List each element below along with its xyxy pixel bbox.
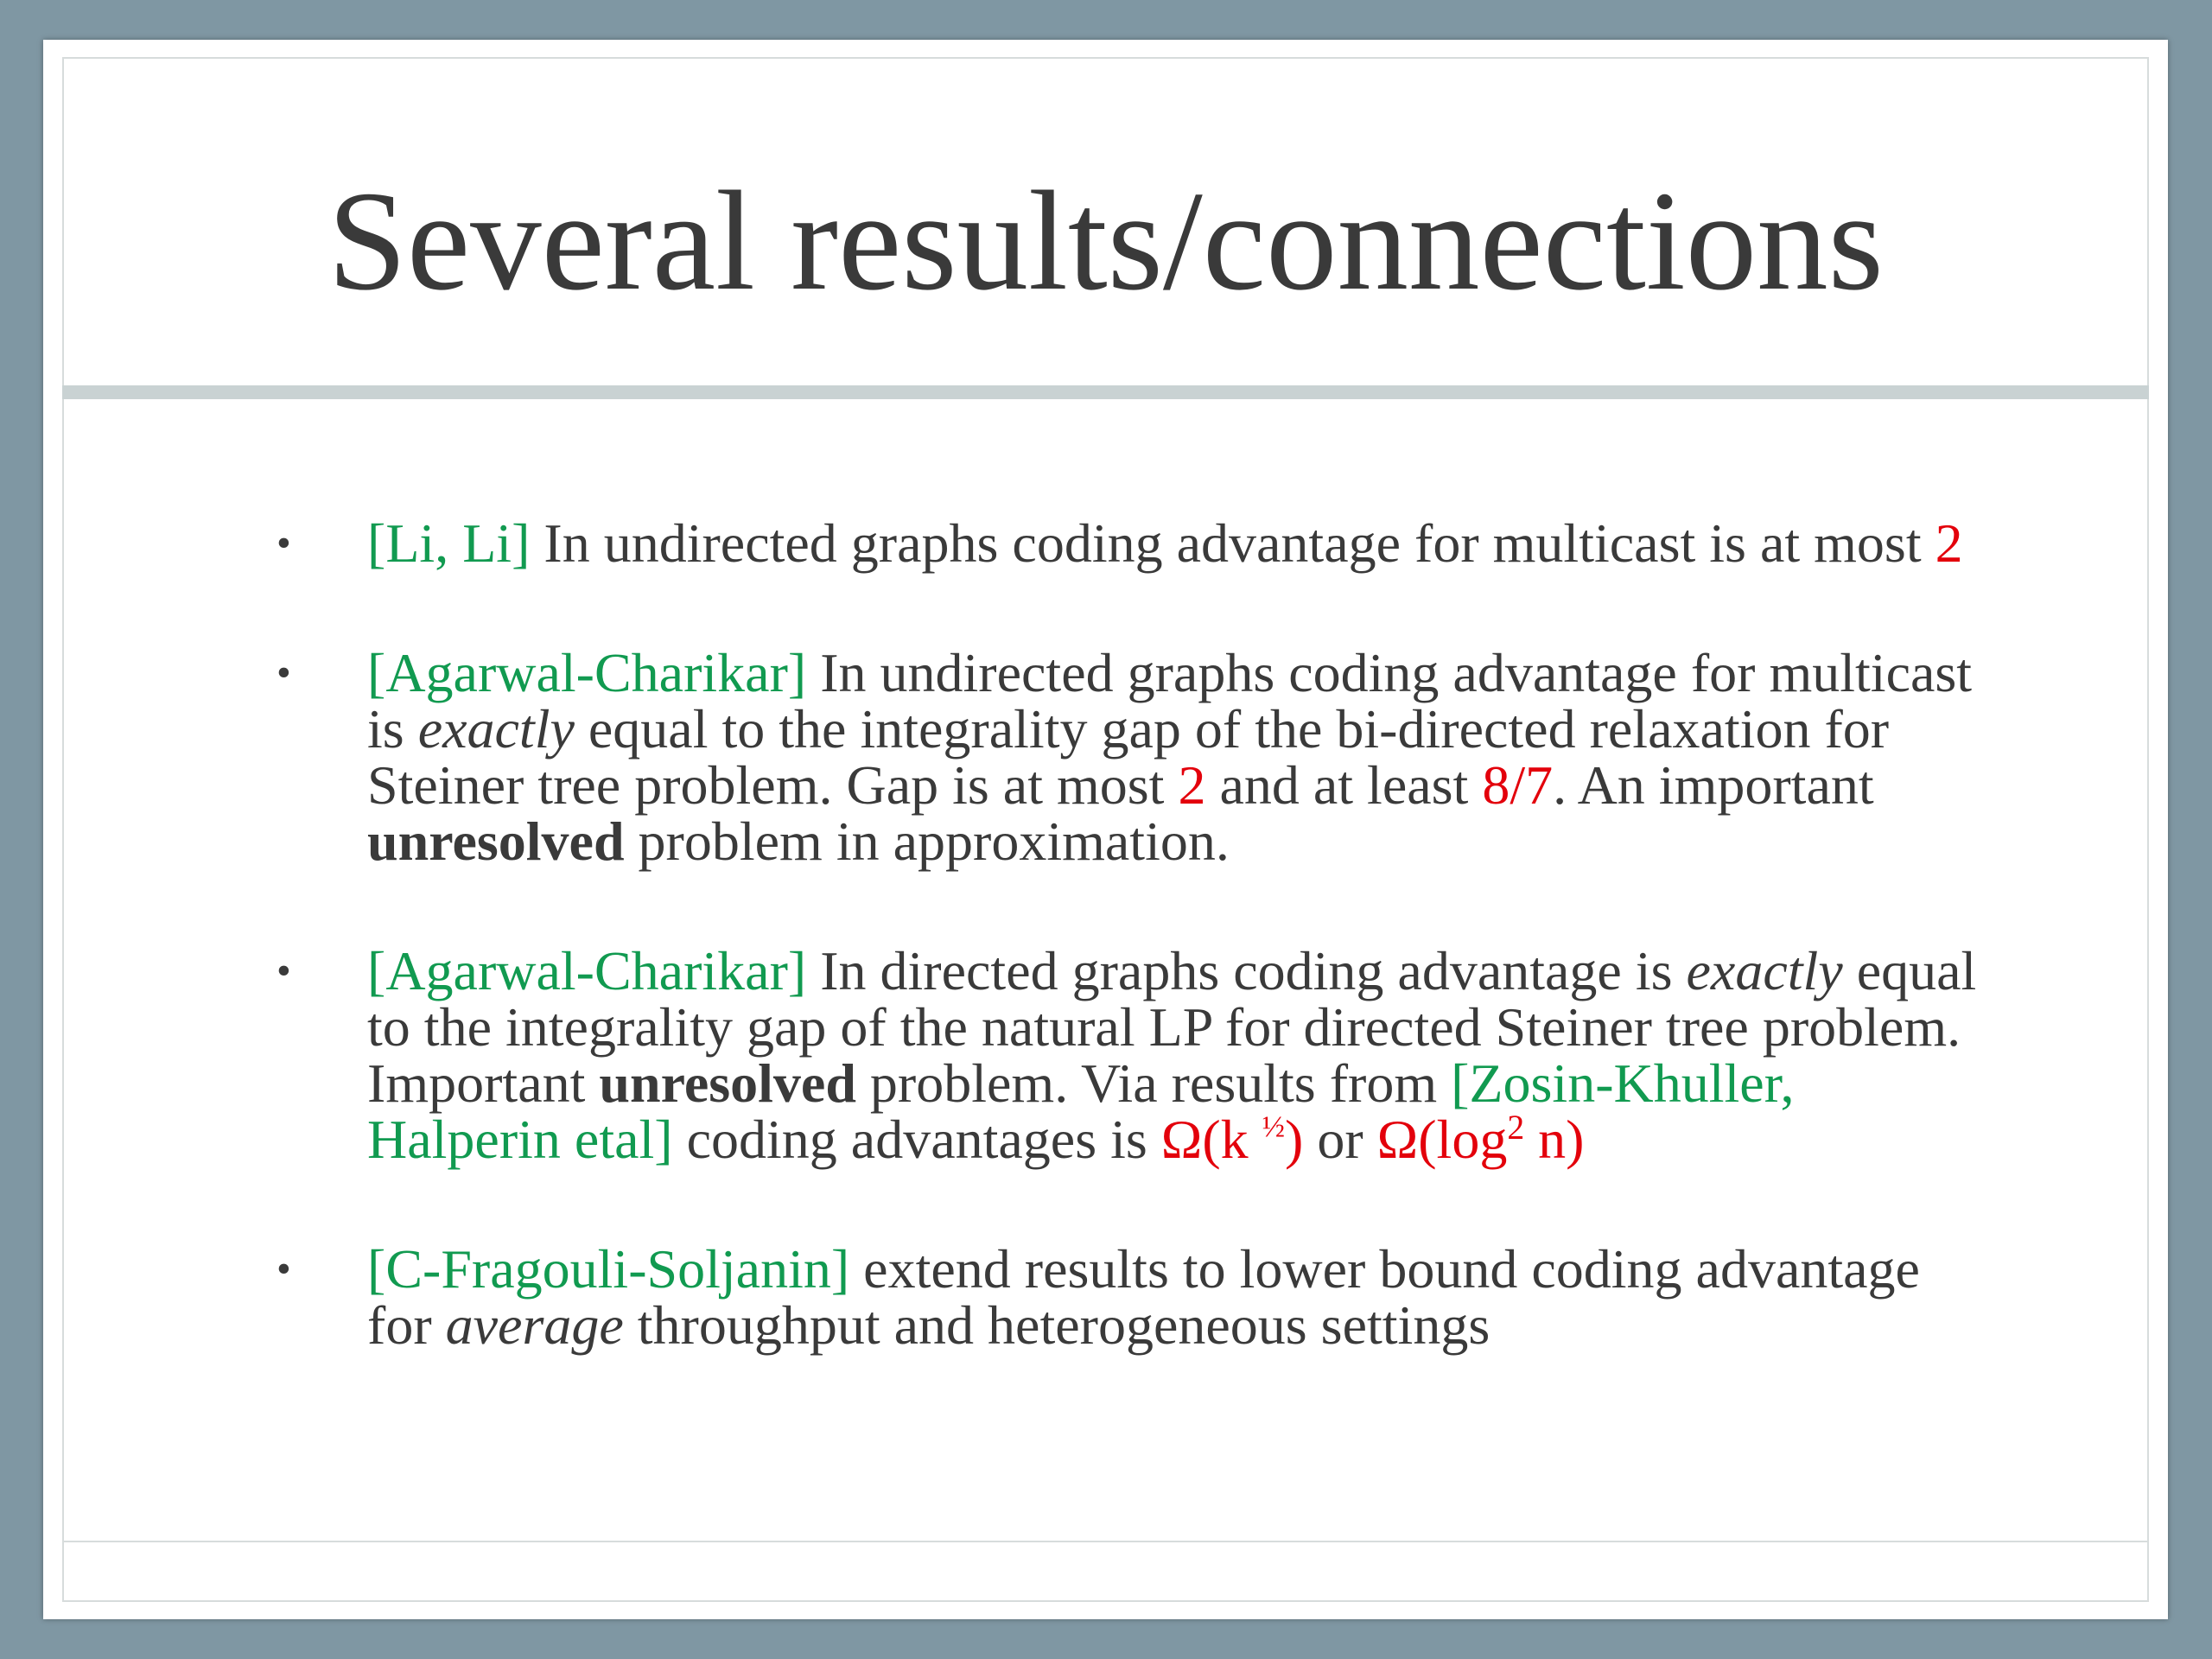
item-text: . An important — [1553, 754, 1874, 816]
formula-part: Ω(k — [1160, 1109, 1262, 1170]
title-divider — [62, 385, 2149, 399]
emphasis-text: average — [445, 1294, 624, 1356]
bullet-item-li-li — [235, 512, 1998, 574]
bullet-icon: • — [276, 650, 291, 696]
formula-part: Ω(log — [1376, 1109, 1508, 1170]
formula-exponent: 2 — [1507, 1109, 1525, 1147]
emphasis-text: exactly — [417, 698, 575, 760]
slide-title: Several results/connections — [327, 162, 1884, 320]
item-text: problem. Via results from — [855, 1052, 1452, 1114]
item-text: In undirected graphs coding advantage for multicast is at most — [530, 512, 1936, 574]
highlight-value — [1377, 1109, 1585, 1170]
bullet-icon: • — [276, 948, 291, 994]
citation: [C-Fragouli-Soljanin] — [367, 1238, 850, 1300]
item-text: and at least — [1205, 754, 1483, 816]
emphasis-text: exactly — [1686, 940, 1843, 1001]
bullet-item-agarwal-charikar-directed — [235, 940, 1998, 1170]
formula-part: ) — [1285, 1109, 1304, 1170]
item-text: extend results to lower bound coding advantage for — [367, 1238, 1920, 1356]
formula-part: n) — [1524, 1109, 1585, 1170]
item-text: In undirected graphs coding advantage for multicast is — [367, 642, 1973, 760]
slide — [43, 40, 2168, 1619]
citation: [Agarwal-Charikar] — [367, 642, 807, 703]
bold-text: unresolved — [367, 810, 625, 872]
citation: [Li, Li] — [367, 512, 531, 574]
item-text: In directed graphs coding advantage is — [806, 940, 1687, 1001]
formula-exponent: ½ — [1262, 1109, 1286, 1144]
item-text: equal to the integrality gap of the natural LP for directed Steiner tree problem. Important — [367, 940, 1977, 1114]
bullet-icon: • — [276, 1246, 291, 1292]
item-text: throughput and heterogeneous settings — [623, 1294, 1491, 1356]
item-text: or — [1303, 1109, 1377, 1170]
highlight-value: 8/7 — [1482, 754, 1554, 816]
citation: [Agarwal-Charikar] — [367, 940, 807, 1001]
highlight-value — [1161, 1109, 1304, 1170]
item-text: problem in approximation. — [624, 810, 1230, 872]
bullet-item-c-fragouli-soljanin — [235, 1238, 1998, 1356]
bullet-icon: • — [276, 520, 291, 566]
highlight-value: 2 — [1178, 754, 1206, 816]
item-text: equal to the integrality gap of the bi-directed relaxation for Steiner tree problem. Gap is at most — [367, 698, 1890, 816]
item-text: coding advantages is — [672, 1109, 1161, 1170]
bullet-item-agarwal-charikar-undirected — [235, 642, 1998, 872]
citation: [Zosin-Khuller, Halperin etal] — [367, 1052, 1795, 1170]
bullet-list — [235, 512, 1998, 1427]
bold-text: unresolved — [599, 1052, 856, 1114]
highlight-value: 2 — [1935, 512, 1963, 574]
footer-divider — [62, 1541, 2149, 1542]
